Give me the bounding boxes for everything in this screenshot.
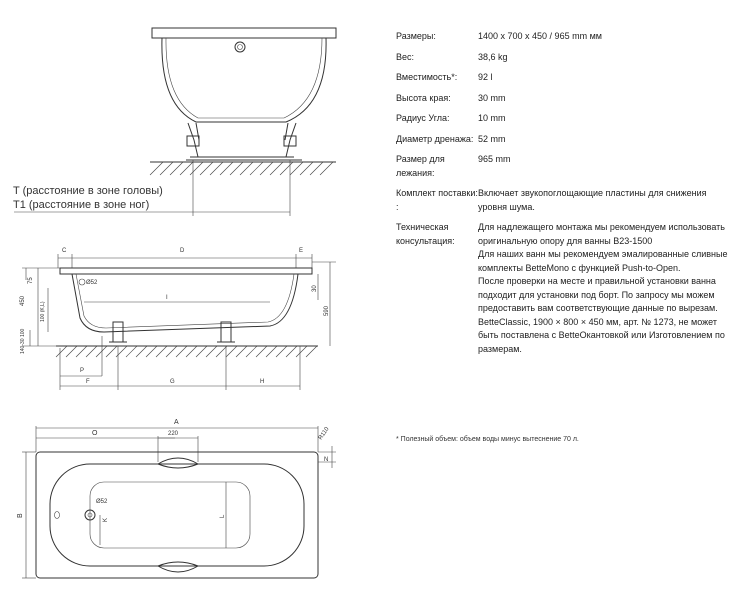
spec-value <box>478 221 736 356</box>
dim-i: I <box>166 295 168 301</box>
dim-k: K <box>103 517 109 522</box>
spec-value-line: BetteClassic, 1900 × 800 × 450 мм, арт. № 1273, не может быть поставлена с BetteОкантовкой или Изготовлением по размерам. <box>478 316 725 354</box>
dim-h: H <box>260 379 265 385</box>
dim-p: P <box>80 368 85 374</box>
spec-value <box>478 71 736 85</box>
spec-label: Вместимость*: <box>396 72 458 82</box>
dim-g: G <box>170 379 175 385</box>
dim-30: 30 <box>312 285 318 292</box>
footnote: * Полезный объем: объем воды минус вытеснение 70 л. <box>396 436 579 443</box>
spec-label: Диаметр дренажа: <box>396 133 474 144</box>
dim-f: F <box>86 379 90 385</box>
spec-value-line: 92 l <box>478 72 493 82</box>
side-view-drawing <box>13 28 336 216</box>
spec-value <box>478 187 736 214</box>
spec-value <box>478 112 736 126</box>
dim-a: A <box>174 419 179 426</box>
dim-o: O <box>92 430 98 437</box>
spec-value-line: Включает звукопоглощающие пластины для снижения уровня шума. <box>478 188 707 212</box>
spec-row <box>396 221 736 356</box>
spec-value-line: Для надлежащего монтажа мы рекомендуем использовать оригинальную опору для ванны B23-1500 <box>478 222 725 246</box>
spec-row <box>396 30 736 44</box>
specifications-list <box>396 30 736 363</box>
spec-value-line: После проверки на месте и правильной установки ванна подходит для установки под борт. По запросу мы можем предоставить вам соответствующие данные по вырезам. <box>478 276 718 313</box>
plan-view-drawing <box>17 419 336 578</box>
spec-value <box>478 30 736 44</box>
dim-b: B <box>17 513 24 518</box>
spec-value-line: 10 mm <box>478 113 506 123</box>
spec-label: Вес: <box>396 51 415 62</box>
spec-value <box>478 153 736 180</box>
dim-n: N <box>324 457 329 463</box>
dim-r110: R110 <box>317 426 331 442</box>
drain-diameter-plan: Ø52 <box>96 499 108 505</box>
spec-row <box>396 187 736 214</box>
t-dimension-label: T (расстояние в зоне головы) <box>13 185 163 197</box>
dim-140: 140-30 100 <box>20 328 26 354</box>
spec-value-line: 965 mm <box>478 154 511 164</box>
spec-row <box>396 112 736 126</box>
spec-value-line: 30 mm <box>478 92 506 103</box>
spec-label: Размер для лежания: <box>396 154 445 178</box>
dim-d: D <box>180 248 185 254</box>
dim-450: 450 <box>20 295 26 306</box>
spec-value <box>478 133 736 147</box>
dim-c: C <box>62 248 67 254</box>
section-view-drawing <box>20 248 336 390</box>
spec-value-line: Для наших ванн мы рекомендуем эмалированные сливные комплекты BetteMono с функцией Push-to-Open. <box>478 249 728 273</box>
spec-value-line: 1400 x 700 x 450 / 965 mm мм <box>478 31 602 41</box>
dim-e: E <box>299 248 304 254</box>
spec-row <box>396 51 736 65</box>
t1-dimension-label: T1 (расстояние в зоне ног) <box>13 199 150 211</box>
drain-diameter-section: Ø52 <box>86 280 98 286</box>
dim-l: L <box>220 514 226 518</box>
spec-label: Высота края: <box>396 92 451 103</box>
spec-value <box>478 51 736 65</box>
dim-590: 590 <box>324 305 330 316</box>
spec-label: Размеры: <box>396 31 436 41</box>
spec-label: Комплект поставки: : <box>396 188 478 212</box>
spec-row <box>396 133 736 147</box>
spec-label: Техническая консультация: <box>396 222 455 246</box>
spec-label: Радиус Угла: <box>396 113 450 123</box>
spec-row <box>396 153 736 180</box>
spec-value-line: 38,6 kg <box>478 51 508 62</box>
spec-row <box>396 92 736 106</box>
spec-value <box>478 92 736 106</box>
spec-value-line: 52 mm <box>478 133 506 144</box>
spec-row <box>396 71 736 85</box>
dim-220: 220 <box>168 431 179 437</box>
dim-75: 75 <box>28 277 34 284</box>
dim-100: 100 (K,L) <box>40 301 46 322</box>
